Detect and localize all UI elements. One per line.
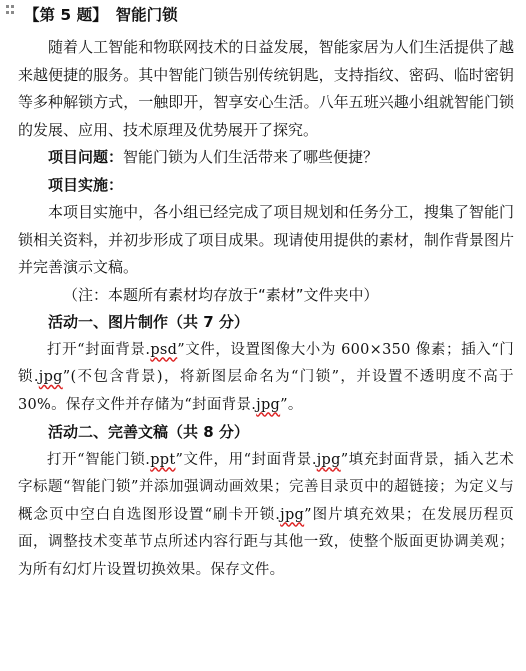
materials-note: （注：本题所有素材均存放于“素材”文件夹中） (63, 285, 379, 304)
activity1-text-c: ”(不包含背景)，将新图层命名为“门锁”，并设置不透明度不高于 30%。保存文件并存储为“封面背景. (18, 369, 514, 413)
activity1-paragraph (18, 337, 514, 420)
activity1-ext-psd: psd (150, 341, 178, 358)
implementation-paragraph: 本项目实施中，各小组已经完成了项目规划和任务分工，搜集了智能门锁相关资料，并初步形成了项目成果。现请使用提供的素材，制作背景图片并完善演示文稿。 (18, 203, 514, 276)
project-question-text: 智能门锁为人们生活带来了哪些便捷？ (123, 148, 379, 166)
activity1-heading: 活动一、图片制作（共 7 分） (48, 313, 249, 331)
activity2-ext-ppt: ppt (150, 451, 176, 468)
activity1-text-a: 打开“封面背景. (47, 341, 151, 358)
project-question-label: 项目问题： (48, 148, 124, 166)
intro-paragraph: 随着人工智能和物联网技术的日益发展，智能家居为人们生活提供了越来越便捷的服务。其中智能门锁告别传统钥匙，支持指纹、密码、临时密钥等多种解锁方式，一触即开，智享安心生活。八年五班兴趣小组就智能门锁的发展、应用、技术原理及优势展开了探究。 (18, 38, 514, 139)
activity2-ext-jpg-1: jpg (316, 451, 341, 468)
implementation-label: 项目实施： (48, 175, 124, 194)
activity1-ext-jpg-1: jpg (38, 369, 63, 385)
question-name: 智能门锁 (115, 6, 178, 24)
activity2-ext-jpg-2: jpg (280, 506, 305, 523)
document-body (18, 4, 514, 584)
activity2-text-b: ”文件，用“封面背景. (175, 451, 317, 468)
question-title (24, 4, 514, 26)
project-question (18, 144, 514, 172)
activity2-heading: 活动二、完善文稿（共 8 分） (48, 423, 249, 441)
activity2-text-d: ”图片填充效果；在发展历程页面，调整技术变革节点所述内容行距与其他一致，使整个版面更协调美观；为所有幻灯片设置切换效果。保存文件。 (18, 506, 514, 578)
activity1-text-d: ”。 (280, 396, 303, 413)
activity1-ext-jpg-2: jpg (256, 396, 281, 413)
activity2-text-a: 打开“智能门锁. (47, 451, 151, 468)
table-move-handle-icon[interactable] (6, 5, 16, 15)
activity2-text-c: ”填充封面背景，插入艺术字标题“智能门锁”并添加强调动画效果；完善目录页中的超链接；为定义与概念页中空白自选图形设置“刷卡开锁. (18, 451, 515, 523)
question-number: 【第 5 题】 (24, 6, 108, 24)
activity1-text-b: ”文件，设置图像大小为 600×350 像素；插入“门锁. (18, 341, 514, 385)
activity2-paragraph (18, 447, 514, 585)
